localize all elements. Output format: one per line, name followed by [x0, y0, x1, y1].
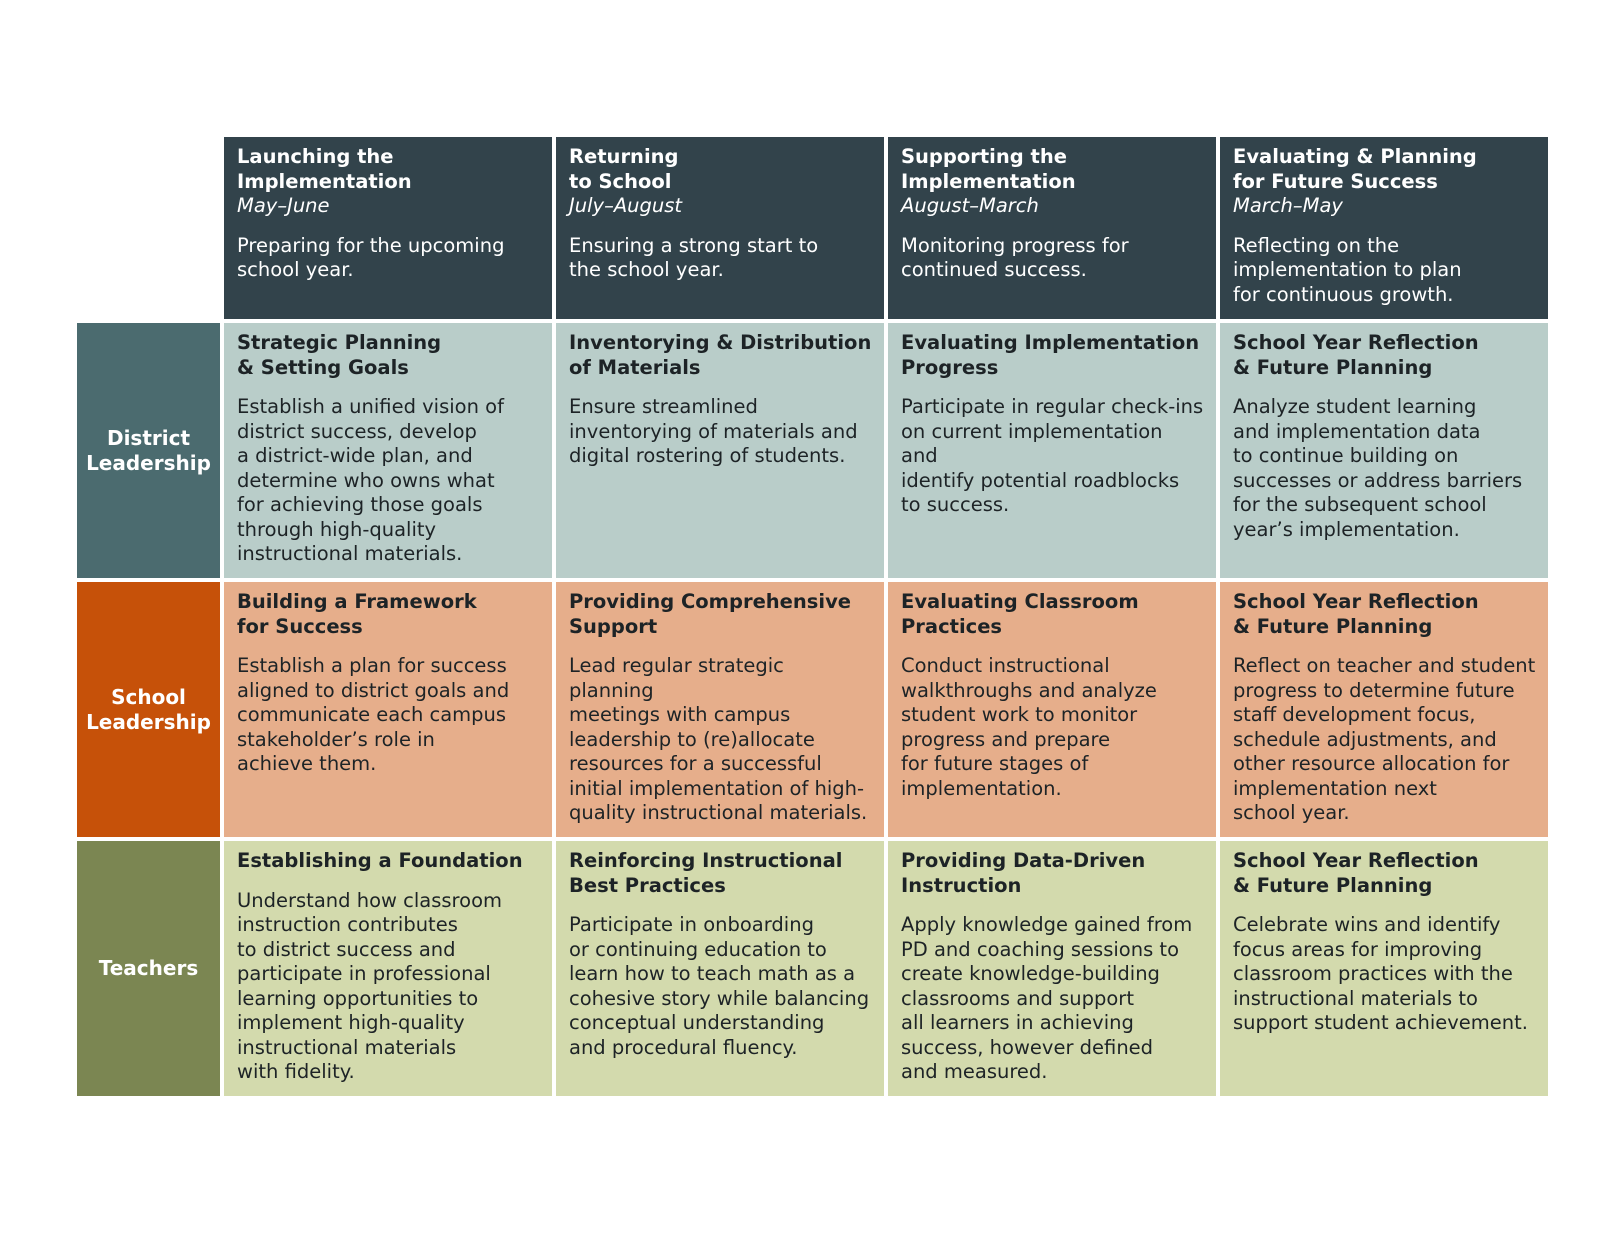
table-cell: [556, 582, 884, 837]
cell-title: School Year Reflection & Future Planning: [1233, 590, 1479, 638]
phase-title: Returning to School: [569, 145, 679, 193]
phase-title: Supporting the Implementation: [901, 145, 1076, 193]
table-cell: [224, 841, 552, 1096]
phase-description: Reflecting on the implementation to plan for continuous growth.: [1233, 233, 1462, 306]
cell-title: Evaluating Implementation Progress: [901, 331, 1200, 379]
cell-description: Apply knowledge gained from PD and coaching sessions to create knowledge-building classrooms and support all learners in achieving success, however defined and measured.: [901, 913, 1193, 1083]
phase-months: July–August: [569, 194, 683, 217]
phase-description: Preparing for the upcoming school year.: [237, 233, 505, 281]
cell-title: Reinforcing Instructional Best Practices: [569, 849, 843, 897]
table-cell: [1220, 323, 1548, 578]
table-corner: [77, 137, 220, 319]
phase-title: Evaluating & Planning for Future Success: [1233, 145, 1477, 193]
phase-description: Ensuring a strong start to the school year.: [569, 233, 819, 281]
cell-title: Establishing a Foundation: [237, 849, 523, 872]
cell-description: Establish a plan for success aligned to district goals and communicate each campus stakeholder’s role in achieve them.: [237, 654, 510, 775]
cell-description: Understand how classroom instruction contributes to district success and participate in professional learning opportunities to implement high-quality instructional materials with fidelity.: [237, 888, 503, 1083]
cell-description: Participate in regular check-ins on current implementation and identify potential roadblocks to success.: [901, 395, 1204, 516]
cell-description: Establish a unified vision of district success, develop a district-wide plan, and determine who owns what for achieving those goals through high-quality instructional materials.: [237, 395, 504, 565]
cell-title: Strategic Planning & Setting Goals: [237, 331, 442, 379]
table-cell: [888, 582, 1216, 837]
phase-header-evaluating: [1220, 137, 1548, 319]
cell-title: Evaluating Classroom Practices: [901, 590, 1139, 638]
cell-title: Building a Framework for Success: [237, 590, 477, 638]
phase-header-supporting: [888, 137, 1216, 319]
cell-title: Providing Comprehensive Support: [569, 590, 852, 638]
cell-title: School Year Reflection & Future Planning: [1233, 849, 1479, 897]
phase-title: Launching the Implementation: [237, 145, 412, 193]
role-label-school-leadership: School Leadership: [77, 582, 220, 837]
cell-description: Lead regular strategic planning meetings with campus leadership to (re)allocate resources for a successful initial implementation of high- quality instructional materials.: [569, 654, 868, 824]
cell-description: Celebrate wins and identify focus areas for improving classroom practices with the instructional materials to support student achievement.: [1233, 913, 1528, 1034]
table-cell: [1220, 841, 1548, 1096]
phase-description: Monitoring progress for continued success.: [901, 233, 1129, 281]
table-cell: [224, 582, 552, 837]
phase-header-returning: [556, 137, 884, 319]
role-label-district-leadership: District Leadership: [77, 323, 220, 578]
cell-title: School Year Reflection & Future Planning: [1233, 331, 1479, 379]
cell-title: Providing Data-Driven Instruction: [901, 849, 1146, 897]
phase-months: August–March: [901, 194, 1039, 217]
table-cell: [556, 323, 884, 578]
implementation-timeline-table: [77, 137, 1548, 1096]
table-cell: [888, 323, 1216, 578]
phase-months: March–May: [1233, 194, 1343, 217]
cell-description: Reflect on teacher and student progress to determine future staff development focus, schedule adjustments, and other resource allocation for implementation next school year.: [1233, 654, 1536, 824]
table-cell: [556, 841, 884, 1096]
table-cell: [888, 841, 1216, 1096]
cell-description: Conduct instructional walkthroughs and analyze student work to monitor progress and prepare for future stages of implementation.: [901, 654, 1157, 800]
cell-description: Analyze student learning and implementation data to continue building on successes or address barriers for the subsequent school year’s implementation.: [1233, 395, 1523, 541]
cell-title: Inventorying & Distribution of Materials: [569, 331, 872, 379]
phase-months: May–June: [237, 194, 330, 217]
table-cell: [224, 323, 552, 578]
table-cell: [1220, 582, 1548, 837]
role-label-teachers: Teachers: [77, 841, 220, 1096]
phase-header-launching: [224, 137, 552, 319]
cell-description: Ensure streamlined inventorying of materials and digital rostering of students.: [569, 395, 858, 467]
cell-description: Participate in onboarding or continuing education to learn how to teach math as a cohesive story while balancing conceptual understanding and procedural fluency.: [569, 913, 870, 1059]
